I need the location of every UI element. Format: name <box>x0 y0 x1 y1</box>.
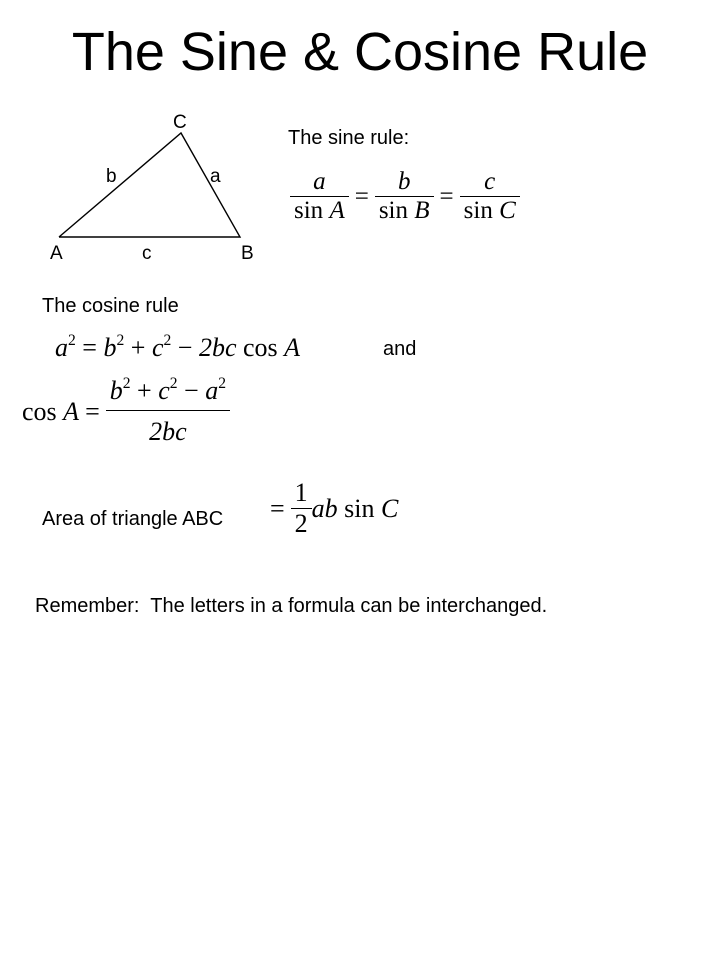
sine-rule-denominator-b <box>375 197 434 225</box>
exponent: 2 <box>68 332 76 350</box>
equals-sign: = <box>354 182 369 210</box>
cosine-rule-formula <box>55 333 300 363</box>
formula-var-b: b <box>109 376 123 405</box>
half-numerator: 1 <box>291 478 312 509</box>
side-label-a: a <box>210 166 221 187</box>
formula-var-c: c <box>158 376 170 405</box>
sin-function: sin <box>294 197 324 224</box>
sine-rule-numerator-b: b <box>375 168 434 197</box>
side-label-b: b <box>106 166 117 187</box>
vertex-label-c: C <box>173 112 187 133</box>
cos-a-lhs <box>22 397 79 427</box>
sin-function: sin <box>463 197 493 224</box>
cosine-fraction-numerator <box>106 376 230 411</box>
triangle-diagram <box>40 108 270 268</box>
equals-sign: = <box>85 396 100 426</box>
remember-note: Remember: The letters in a formula can be interchanged. <box>35 595 548 617</box>
plus-sign: + <box>130 333 146 362</box>
exponent: 2 <box>122 375 131 393</box>
exponent: 2 <box>163 332 172 350</box>
sine-rule-fraction-a <box>290 168 349 225</box>
page-title: The Sine & Cosine Rule <box>71 22 649 82</box>
exponent: 2 <box>218 375 227 393</box>
area-label: Area of triangle ABC <box>42 508 224 530</box>
sin-function: sin <box>378 197 409 224</box>
cosine-rule-heading: The cosine rule <box>42 295 179 317</box>
half-fraction <box>291 478 312 539</box>
angle-a: A <box>329 197 345 224</box>
formula-var-b: b <box>103 333 117 362</box>
formula-angle-a: A <box>63 396 80 426</box>
angle-c: C <box>499 197 516 224</box>
exponent: 2 <box>169 375 178 393</box>
formula-var-a: a <box>205 376 219 405</box>
sine-rule-denominator-a <box>290 197 349 225</box>
formula-var-c: c <box>151 333 164 362</box>
formula-term-2bc: 2bc <box>198 333 237 362</box>
minus-sign: − <box>177 333 193 362</box>
equals-sign: = <box>270 493 285 523</box>
sine-rule-numerator-a: a <box>290 168 349 197</box>
formula-var-a: a <box>55 333 68 362</box>
cos-function: cos <box>243 333 278 362</box>
vertex-label-a: A <box>50 243 63 264</box>
side-label-c: c <box>142 243 152 264</box>
formula-angle-c: C <box>381 493 399 523</box>
sine-rule-fraction-c <box>460 168 520 225</box>
angle-b: B <box>414 197 430 224</box>
cosine-fraction <box>106 376 230 447</box>
sine-rule-fraction-b <box>375 168 434 225</box>
vertex-label-b: B <box>241 243 254 264</box>
sine-rule-heading: The sine rule: <box>288 127 410 149</box>
formula-term-ab: ab <box>311 493 338 523</box>
plus-sign: + <box>137 376 152 405</box>
cos-function: cos <box>22 396 57 426</box>
exponent: 2 <box>116 332 125 350</box>
sine-rule-denominator-c <box>460 197 520 225</box>
sine-rule-formula <box>290 168 520 225</box>
cosine-fraction-denominator: 2bc <box>149 417 187 446</box>
half-denominator: 2 <box>294 509 308 538</box>
cosine-rule-rearranged <box>22 376 230 447</box>
minus-sign: − <box>184 376 199 405</box>
sin-function: sin <box>344 493 375 523</box>
formula-angle-a: A <box>284 333 301 362</box>
area-terms <box>312 494 399 524</box>
and-label: and <box>383 338 417 360</box>
equals-sign: = <box>82 333 97 362</box>
equals-sign: = <box>439 182 454 210</box>
area-formula <box>270 478 398 539</box>
sine-rule-numerator-c: c <box>460 168 520 197</box>
